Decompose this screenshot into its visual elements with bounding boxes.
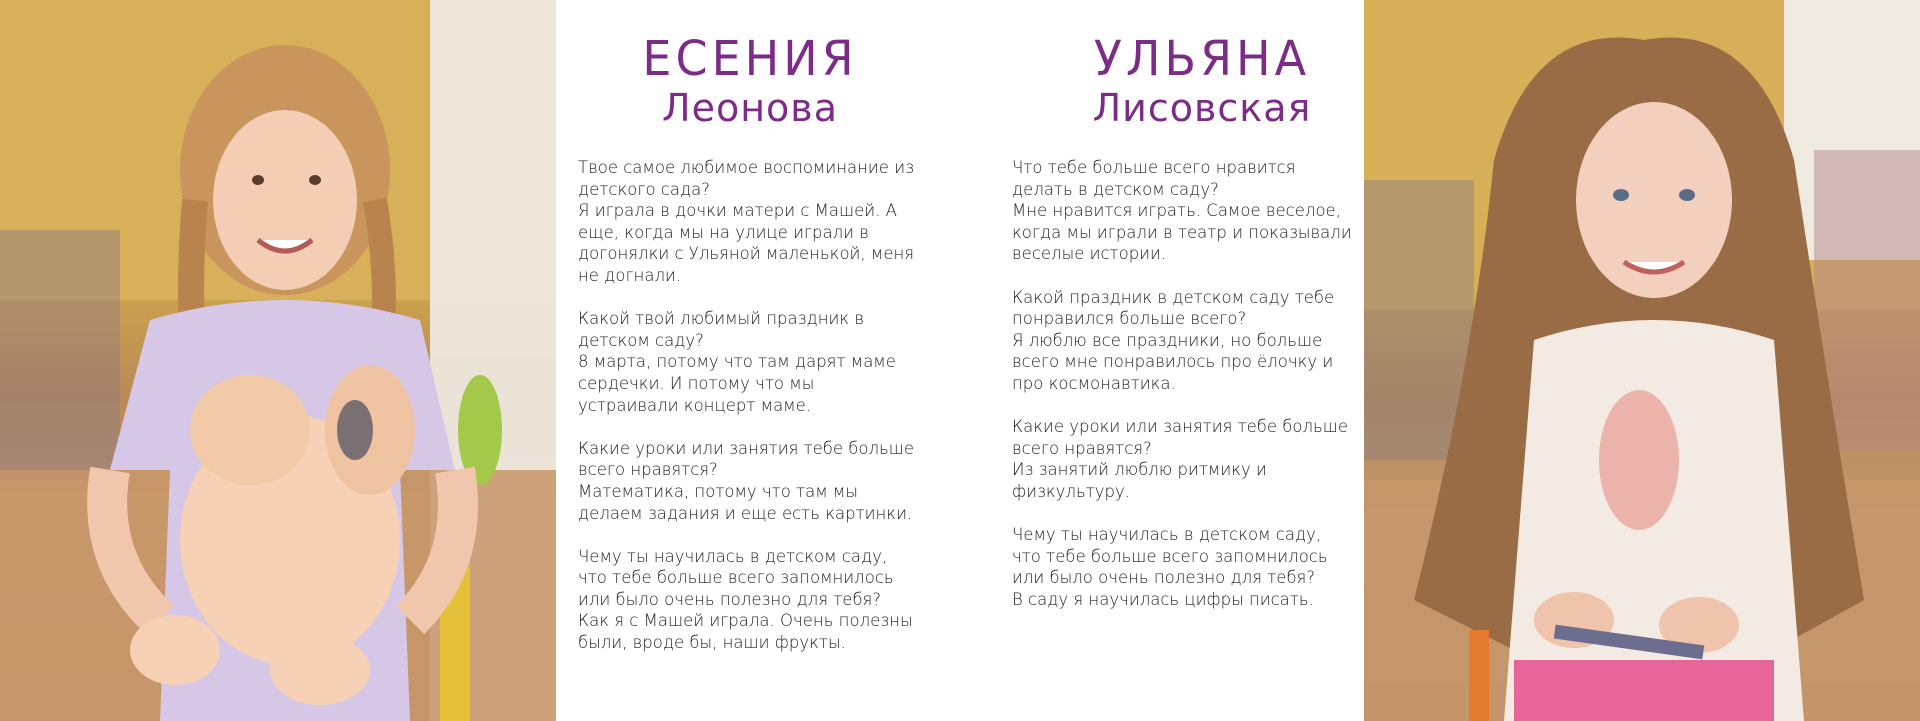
- photo-right-girl-long-hair: [1364, 0, 1920, 721]
- left-first-name: ЕСЕНИЯ: [642, 29, 858, 87]
- qa-question: Какие уроки или занятия тебе больше всего нравятся?: [578, 438, 915, 480]
- right-qa-list: [1012, 157, 1352, 632]
- qa-answer: Как я с Машей играла. Очень полезны были, вроде бы, наши фрукты.: [578, 611, 913, 653]
- qa-item: [1012, 416, 1352, 502]
- qa-answer: Из занятий люблю ритмику и физкультуру.: [1012, 460, 1267, 501]
- qa-item: [1012, 524, 1352, 610]
- qa-question: Чему ты научилась в детском саду, что тебе больше всего запомнилось или было очень полезно для тебя?: [1012, 525, 1328, 588]
- right-text-page: [1012, 0, 1416, 721]
- qa-answer: 8 марта, потому что там дарят маме сердечки. И потому что мы устраивали концерт маме.: [578, 352, 896, 415]
- qa-answer: Математика, потому что там мы делаем задания и еще есть картинки.: [578, 481, 913, 523]
- right-last-name: Лисовская: [1092, 86, 1312, 130]
- qa-question: Что тебе больше всего нравится делать в детском саду?: [1012, 158, 1296, 199]
- qa-answer: Мне нравится играть. Самое веселое, когда мы играли в театр и показывали веселые истории.: [1012, 201, 1352, 264]
- right-first-name: УЛЬЯНА: [1093, 29, 1311, 87]
- qa-question: Какой твой любимый праздник в детском саду?: [578, 309, 865, 350]
- left-name-block: [600, 30, 900, 130]
- qa-item: [578, 157, 918, 287]
- qa-question: Чему ты научилась в детском саду, что тебе больше всего запомнилось или было очень полезно для тебя?: [578, 546, 894, 609]
- photo-left-girl-with-toy: [0, 0, 556, 721]
- qa-question: Какие уроки или занятия тебе больше всего нравятся?: [1012, 417, 1349, 458]
- qa-item: [578, 546, 918, 654]
- qa-answer: Я играла в дочки матери с Машей. А еще, когда мы на улице играли в догонялки с Ульяной маленькой, меня не догнали.: [578, 201, 915, 285]
- qa-question: Твое самое любимое воспоминание из детского сада?: [578, 158, 914, 199]
- left-text-page: [578, 0, 982, 721]
- left-qa-list: [578, 157, 918, 675]
- qa-item: [578, 308, 918, 416]
- right-name-block: [1052, 30, 1352, 130]
- qa-item: [1012, 287, 1352, 395]
- left-last-name: Леонова: [662, 86, 838, 130]
- qa-item: [578, 438, 918, 524]
- qa-answer: В саду я научилась цифры писать.: [1012, 589, 1314, 609]
- qa-answer: Я люблю все праздники, но больше всего мне понравилось про ёлочку и про космонавтика.: [1012, 330, 1334, 393]
- qa-question: Какой праздник в детском саду тебе понравился больше всего?: [1012, 287, 1335, 329]
- qa-item: [1012, 157, 1352, 265]
